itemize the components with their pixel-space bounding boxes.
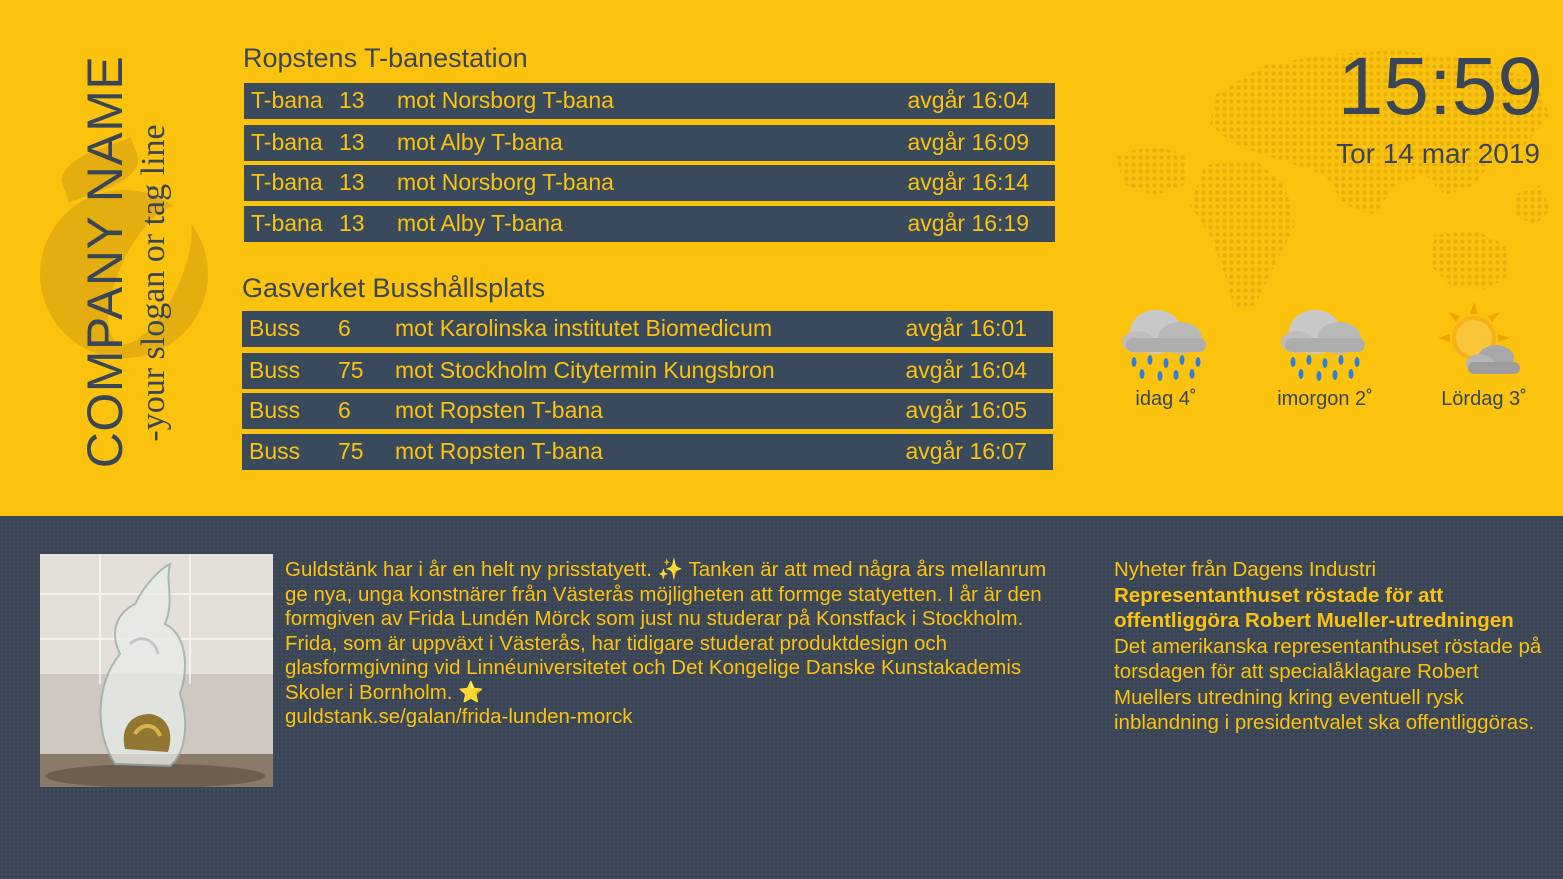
line-number: 75	[338, 438, 364, 464]
weather-label: Lördag 3˚	[1441, 388, 1527, 410]
departure-time: avgår 16:14	[907, 169, 1029, 195]
departure-row	[244, 165, 1055, 201]
line-number: 13	[339, 87, 365, 113]
article-text	[285, 558, 1055, 730]
departure-row	[242, 434, 1053, 470]
departure-row	[244, 83, 1055, 119]
company-slogan: -your slogan or tag line	[135, 124, 172, 442]
article-body-part1: Guldstänk har i år en helt ny prisstatyett.	[285, 558, 658, 581]
news-source: Nyheter från Dagens Industri	[1114, 558, 1377, 581]
departure-row	[242, 353, 1053, 389]
destination: mot Ropsten T-bana	[395, 438, 603, 464]
destination: mot Ropsten T-bana	[395, 397, 603, 423]
destination: mot Norsborg T-bana	[397, 87, 614, 113]
weather-tomorrow	[1250, 300, 1400, 411]
rain-cloud-icon	[1275, 300, 1375, 382]
destination: mot Alby T-bana	[397, 129, 563, 155]
line-number: 13	[339, 129, 365, 155]
transport-type: Buss	[249, 397, 301, 423]
departure-time: avgår 16:19	[907, 210, 1029, 236]
line-number: 13	[339, 210, 365, 236]
transport-type: T-bana	[251, 169, 323, 195]
sun-cloud-icon	[1434, 300, 1534, 382]
line-number: 6	[338, 315, 351, 341]
destination: mot Karolinska institutet Biomedicum	[395, 315, 773, 341]
article-link[interactable]: guldstank.se/galan/frida-lunden-morck	[285, 705, 633, 728]
article-body-part2: Tanken är att med några års mellanrum ge nya, unga konstnärer från Västerås möjligheten att formge statyetten. I år är den formgiven av Frida Lundén Mörck som just nu studerar på Konstfack i Stockholm. Frida, som är uppväxt i Västerås, har tidigare studerat produktdesign och glasformgivning vid Linnéuniversitetet och Det Kongelige Danske Kunstakademis Skoler i Bornholm.	[285, 558, 1047, 704]
news-panel	[1114, 557, 1544, 736]
transport-type: Buss	[249, 357, 301, 383]
line-number: 6	[338, 397, 351, 423]
clock-time: 15:59	[1337, 41, 1543, 132]
weather-label: imorgon 2˚	[1277, 388, 1373, 410]
company-name: COMPANY NAME	[77, 55, 133, 469]
sparkles-icon: ✨	[657, 558, 684, 581]
departure-time: avgår 16:09	[907, 129, 1029, 155]
departure-row	[244, 206, 1055, 242]
departure-row	[244, 125, 1055, 161]
weather-label: idag 4˚	[1135, 388, 1197, 410]
departure-row	[242, 393, 1053, 429]
line-number: 13	[339, 169, 365, 195]
news-body: Det amerikanska representanthuset röstade på torsdagen för att specialåklagare Robert Muellers utredning kring eventuell rysk inblandning i presidentvalet ska offentliggöras.	[1114, 634, 1542, 734]
destination: mot Stockholm Citytermin Kungsbron	[395, 357, 775, 383]
station-title-gasverket: Gasverket Busshållsplats	[242, 273, 546, 303]
weather-today	[1091, 300, 1241, 411]
clock-date: Tor 14 mar 2019	[1336, 138, 1540, 169]
transport-type: Buss	[249, 438, 301, 464]
transport-type: T-bana	[251, 210, 323, 236]
departure-row	[242, 311, 1053, 347]
transport-type: T-bana	[251, 87, 323, 113]
departure-time: avgår 16:01	[905, 315, 1027, 341]
departure-time: avgår 16:04	[907, 87, 1029, 113]
weather-saturday	[1409, 300, 1559, 411]
star-icon: ⭐	[458, 680, 484, 704]
rain-cloud-icon	[1116, 300, 1216, 382]
news-headline: Representanthuset röstade för att offentliggöra Robert Mueller-utredningen	[1114, 583, 1514, 632]
glass-sculpture-photo	[40, 554, 273, 787]
departure-time: avgår 16:07	[905, 438, 1027, 464]
station-title-ropsten: Ropstens T-banestation	[243, 43, 528, 73]
departure-time: avgår 16:05	[905, 397, 1027, 423]
departure-time: avgår 16:04	[905, 357, 1027, 383]
line-number: 75	[338, 357, 364, 383]
destination: mot Alby T-bana	[397, 210, 563, 236]
transport-type: T-bana	[251, 129, 323, 155]
destination: mot Norsborg T-bana	[397, 169, 614, 195]
transport-type: Buss	[249, 315, 301, 341]
